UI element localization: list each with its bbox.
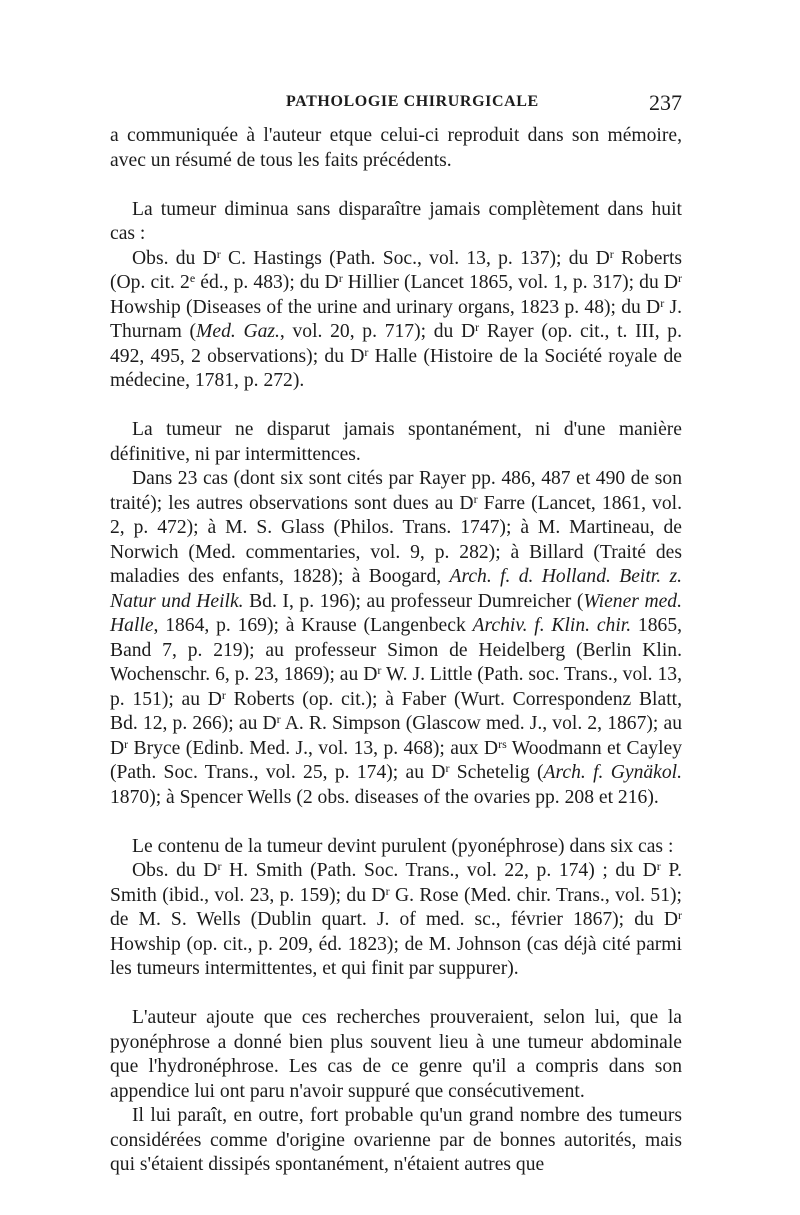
- superscript: r: [364, 344, 369, 359]
- paragraph-p9: [110, 1104, 682, 1178]
- italic-citation: Arch. f. d. Holland. Beitr. z. Natur und Heilk.: [110, 566, 683, 612]
- text-run: Halle (Histoire de la Société royale de médecine, 1781, p. 272).: [110, 345, 682, 391]
- superscript: r: [445, 761, 450, 775]
- paragraph-p5: [110, 467, 682, 810]
- paragraph-p4: [110, 418, 682, 467]
- text-run: Schetelig (: [449, 762, 544, 783]
- paragraph-p7: [110, 859, 682, 982]
- text-run: Il lui paraît, en outre, fort probable qu'un grand nombre des tumeurs considérées comme d'origine ovarienne par de bonnes autorités, mais qui s'étaient dissipés spontanément, n'étaient autres que: [110, 1105, 682, 1175]
- paragraph-p3: [110, 247, 682, 394]
- text-run: , 1864, p. 169); à Krause (Langenbeck: [153, 615, 473, 636]
- paragraph-p8: [110, 1006, 682, 1104]
- superscript: r: [678, 271, 682, 285]
- paragraph-p6: [110, 835, 682, 860]
- paragraph-p1: [110, 124, 682, 173]
- text-run: H. Smith (Path. Soc. Trans., vol. 22, p. 174) ; du D: [221, 860, 657, 881]
- text-run: J. Thurnam (: [110, 296, 682, 342]
- page-header: [110, 90, 682, 119]
- text-run: Howship (Diseases of the urine and urinary organs, 1823 p. 48); du D: [110, 296, 661, 318]
- running-title: PATHOLOGIE CHIRURGICALE: [286, 93, 539, 110]
- italic-citation: Med. Gaz.: [196, 321, 280, 342]
- superscript: r: [217, 859, 222, 873]
- text-run: Obs. du D: [132, 860, 218, 881]
- text-run: Bryce (Edinb. Med. J., vol. 13, p. 468); aux D: [128, 737, 499, 759]
- superscript: r: [473, 491, 478, 506]
- superscript: r: [609, 246, 614, 261]
- superscript: r: [276, 712, 281, 726]
- superscript: r: [656, 859, 661, 873]
- superscript: r: [385, 883, 390, 898]
- paragraph-p2: [110, 198, 682, 247]
- text-run: A. R. Simpson (Glascow med. J., vol. 2, 1867); au D: [110, 713, 682, 759]
- text-run: Le contenu de la tumeur devint purulent (pyonéphrose) dans six cas :: [132, 835, 674, 857]
- superscript: r: [216, 246, 221, 261]
- superscript: r: [338, 271, 343, 285]
- superscript: r: [377, 663, 382, 677]
- text-run: a communiquée à l'auteur etque celui-ci reproduit dans son mémoire, avec un résumé de tous les faits précédents.: [110, 125, 682, 171]
- superscript: r: [678, 908, 682, 922]
- text-run: La tumeur diminua sans disparaître jamais complètement dans huit cas :: [110, 198, 682, 244]
- page-number: 237: [649, 90, 682, 115]
- text-run: Farre (Lancet, 1861, vol. 2, p. 472); à M. S. Glass (Philos. Trans. 1747); à M. Martineau, de Norwich (Med. commentaries, vol. 9, p. 282); à Billard (Traité des maladies des enfants, 1828); à Boogard,: [110, 492, 682, 587]
- text-run: 1865, Band 7, p. 219); au professeur Simon de Heidelberg (Berlin Klin. Wochenschr. 6, p. 23, 1869); au D: [110, 615, 683, 685]
- text-run: Bd. I, p. 196); au professeur Dumreicher (: [243, 590, 584, 612]
- text-run: Obs. du D: [132, 247, 217, 269]
- text-run: Roberts (Op. cit. 2: [110, 247, 683, 293]
- text-run: Roberts (op. cit.); à Faber (Wurt. Correspondenz Blatt, Bd. 12, p. 266); au D: [110, 688, 682, 734]
- text-run: L'auteur ajoute que ces recherches prouveraient, selon lui, que la pyonéphrose a donné bien plus souvent lieu à une tumeur abdominale que l'hydronéphrose. Les cas de ce genre qu'il a compris dans son appendice lui ont paru n'avoir suppuré que consécutivement.: [110, 1007, 682, 1102]
- text-run: La tumeur ne disparut jamais spontanément, ni d'une manière définitive, ni par intermittences.: [110, 419, 682, 465]
- italic-citation: Arch. f. Gynäkol.: [543, 762, 682, 783]
- text-run: G. Rose (Med. chir. Trans., vol. 51); de M. S. Wells (Dublin quart. J. of med. sc., février 1867); du D: [110, 884, 682, 930]
- superscript: r: [124, 736, 129, 751]
- text-run: P. Smith (ibid., vol. 23, p. 159); du D: [110, 860, 682, 906]
- text-run: Woodmann et Cayley (Path. Soc. Trans., vol. 25, p. 174); au D: [110, 737, 683, 783]
- text-run: Howship (op. cit., p. 209, éd. 1823); de M. Johnson (cas déjà cité parmi les tumeurs intermittentes, et qui finit par suppurer).: [110, 933, 682, 979]
- italic-citation: Wiener med. Halle: [110, 590, 682, 636]
- body-text: [110, 124, 682, 1178]
- superscript: r: [221, 687, 226, 702]
- text-run: C. Hastings (Path. Soc., vol. 13, p. 137); du D: [220, 247, 610, 269]
- text-run: , vol. 20, p. 717); du D: [279, 321, 476, 342]
- superscript: rs: [498, 736, 507, 751]
- text-run: 1870); à Spencer Wells (2 obs. diseases of the ovaries pp. 208 et 216).: [110, 786, 659, 808]
- italic-citation: Archiv. f. Klin. chir.: [472, 615, 632, 636]
- superscript: e: [189, 271, 196, 285]
- superscript: r: [475, 320, 480, 334]
- text-run: Rayer (op. cit., t. III, p. 492, 495, 2 observations); du D: [110, 321, 682, 367]
- text-run: Hillier (Lancet 1865, vol. 1, p. 317); du D: [342, 272, 678, 293]
- superscript: r: [660, 295, 665, 310]
- text-run: éd., p. 483); du D: [195, 272, 339, 293]
- text-run: Dans 23 cas (dont six sont cités par Rayer pp. 486, 487 et 490 de son traité); les autres observations sont dues au D: [110, 468, 682, 514]
- text-run: W. J. Little (Path. soc. Trans., vol. 13, p. 151); au D: [110, 664, 682, 710]
